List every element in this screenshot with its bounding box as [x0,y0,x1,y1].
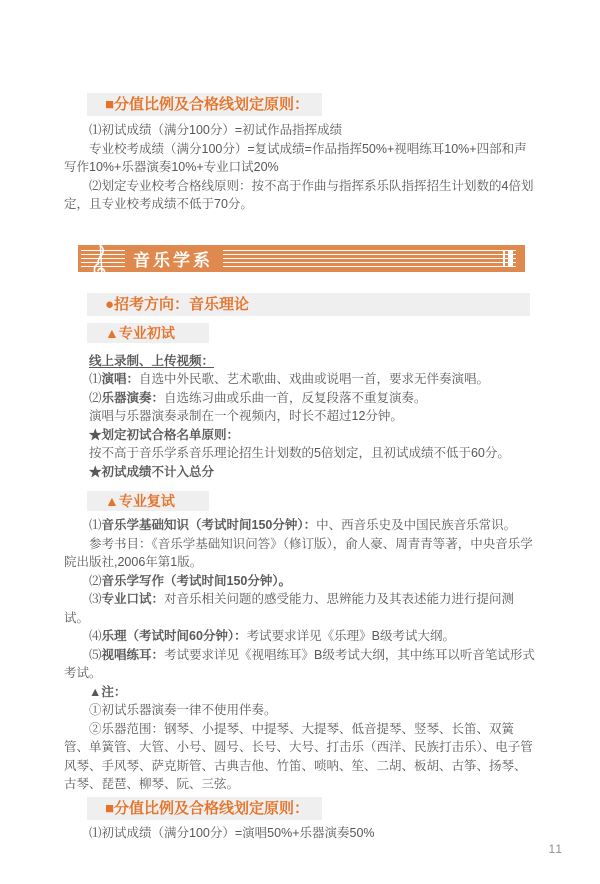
body-paragraph [64,572,538,591]
body-paragraph [64,370,538,389]
item-number: ⑴ [89,123,102,137]
body-paragraph [64,627,538,646]
item-text: 参考书目：《音乐学基础知识问答》（修订版），俞人豪、周青青等著，中央音乐学院出版社,2006年第1版。 [64,536,533,569]
item-lead: 乐器演奏： [101,390,165,405]
body-paragraph [64,407,538,426]
direction-heading-label: ●招考方向：音乐理论 [105,295,250,313]
item-lead: 演唱： [101,372,140,386]
item-text: 考试要求详见《乐理》B级考试大纲。 [246,629,456,643]
staff-lines-left [81,250,125,267]
body-paragraph [64,444,538,463]
item-number: ⑵ [89,178,102,193]
item-number: ⑵ [89,390,102,405]
second-round-paragraphs [64,516,538,794]
score-section-paragraphs [64,824,538,843]
body-paragraph [64,535,538,572]
body-paragraph [64,824,538,843]
item-text: 自选练习曲或乐曲一首，反复段落不重复演奏。 [164,390,427,405]
body-paragraph [64,590,538,627]
top-section-paragraphs [64,121,538,214]
heading-row [87,797,538,820]
item-text: 演唱与乐器演奏录制在一个视频内，时长不超过12分钟。 [89,409,403,423]
item-text: 自选中外民歌、艺术歌曲、戏曲或说唱一首，要求无伴奏演唱。 [139,372,490,386]
body-paragraph [64,463,538,482]
heading-row [87,93,538,116]
body-paragraph [64,140,538,177]
item-lead: ★划定初试合格名单原则： [89,427,240,442]
heading-row [87,323,538,343]
department-title: 音乐学系 [133,250,213,270]
body-paragraph [64,426,538,445]
item-number: ⑴ [89,825,102,840]
body-paragraph [64,701,538,720]
staff-barline-thick [508,250,513,267]
item-number: ⑸ [89,647,102,662]
body-paragraph [64,516,538,535]
body-paragraph [64,352,538,371]
item-number: ⑵ [89,573,102,588]
item-text: 专业校考成绩（满分100分）=复试成绩=作品指挥50%+视唱练耳10%+四部和声写作10%+乐器演奏10%+专业口试20% [64,141,527,174]
item-number: ⑷ [89,629,102,643]
item-lead: 视唱练耳： [101,647,165,662]
item-number: ⑴ [89,372,102,386]
direction-heading [87,293,530,316]
staff-lines-right [223,250,516,267]
item-text: 初试成绩（满分100分）=初试作品指挥成绩 [101,123,343,137]
item-text: 初试成绩（满分100分）=演唱50%+乐器演奏50% [101,825,375,840]
page-number: 11 [548,842,563,856]
item-lead: ▲注： [89,684,127,699]
body-paragraph [64,683,538,702]
department-banner [78,245,525,272]
item-text: 考试要求详见《视唱练耳》B级考试大纲，其中练耳以听音笔试形式考试。 [64,647,535,680]
body-paragraph [64,720,538,794]
online-recording-subtitle: 线上录制、上传视频： [89,353,215,368]
item-text: ①初试乐器演奏一律不使用伴奏。 [89,703,277,717]
item-lead: 乐理（考试时间60分钟）： [101,629,247,643]
item-text: 划定专业校考合格线原则：按不高于作曲与指挥系乐队指挥招生计划数的4倍划定，且专业校考成绩不低于70分。 [64,178,534,211]
score-principles-heading: ■分值比例及合格线划定原则： [87,93,322,116]
item-text: ②乐器范围：钢琴、小提琴、中提琴、大提琴、低音提琴、竖琴、长笛、双簧管、单簧管、大管、小号、圆号、长号、大号、打击乐（西洋、民族打击乐）、电子管风琴、手风琴、萨克斯管、古典吉他、竹笛、唢呐、笙、二胡、板胡、古筝、扬琴、古琴、琵琶、柳琴、阮、三弦。 [64,721,533,791]
item-lead: ★初试成绩不计入总分 [89,464,215,479]
item-lead: 音乐学基础知识（考试时间150分钟）： [101,518,317,532]
treble-clef-icon [89,244,111,284]
item-number: ⑴ [89,518,102,532]
item-text: 对音乐相关问题的感受能力、思辨能力及其表述能力进行提问测试。 [64,592,515,625]
item-text: 按不高于音乐学系音乐理论招生计划数的5倍划定，且初试成绩不低于60分。 [89,446,510,460]
first-round-paragraphs [64,352,538,482]
body-paragraph [64,177,538,214]
score-principles-heading: ■分值比例及合格线划定原则： [87,797,322,820]
second-round-heading: ▲专业复试 [87,491,209,511]
body-paragraph [64,389,538,408]
body-paragraph [64,121,538,140]
heading-row [87,491,538,511]
item-lead: 音乐学写作（考试时间150分钟）。 [101,573,292,588]
item-number: ⑶ [89,592,102,606]
first-round-heading: ▲专业初试 [87,323,209,343]
staff-barline-thin [503,250,505,267]
body-paragraph [64,646,538,683]
item-lead: 专业口试： [101,592,165,606]
item-text: 中、西音乐史及中国民族音乐常识。 [316,518,517,532]
